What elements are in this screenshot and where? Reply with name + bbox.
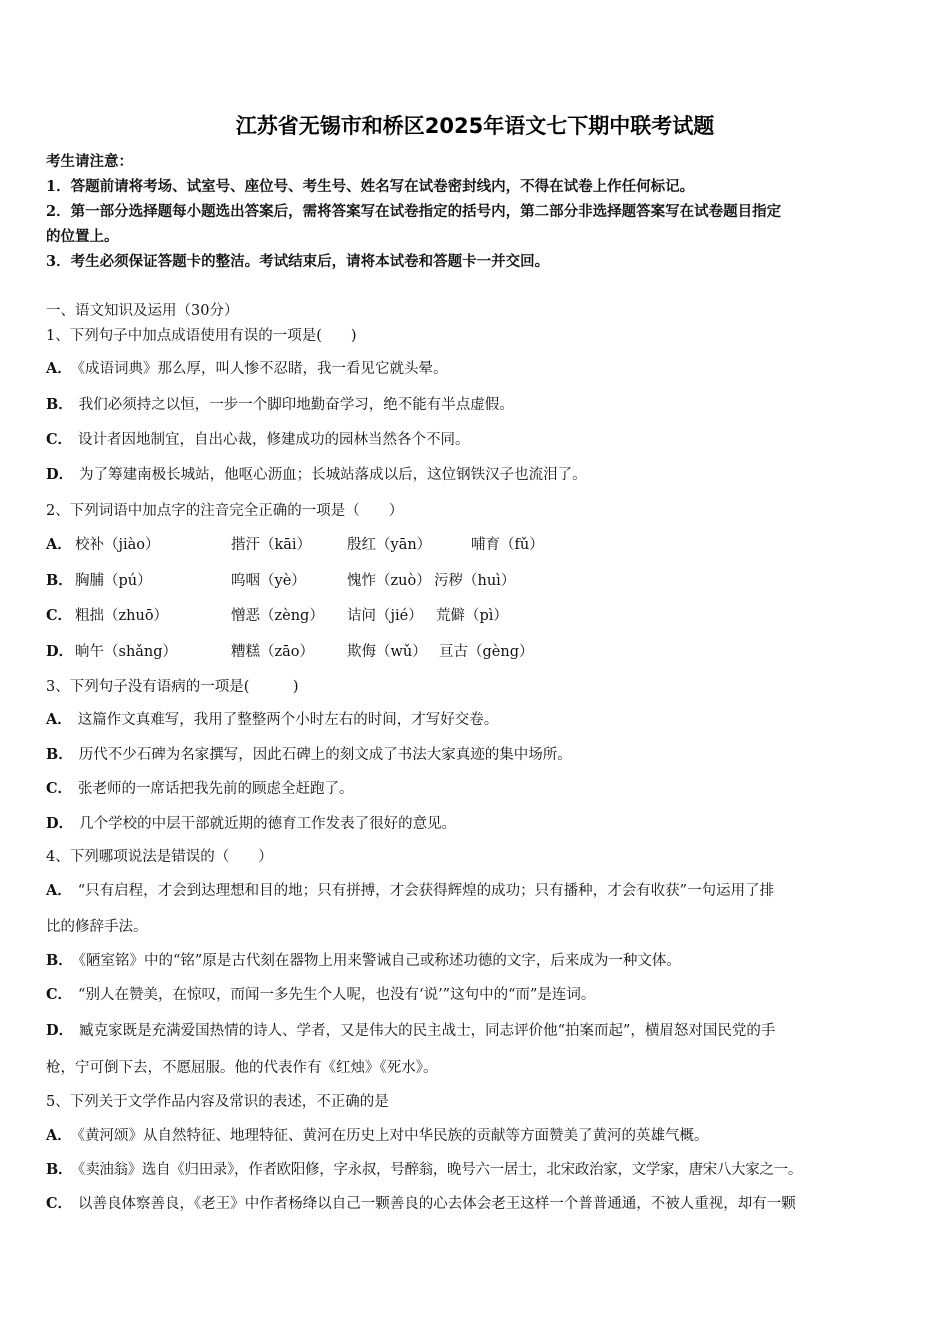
option-c	[46, 606, 910, 626]
pinyin-word: 憎恶（zèng）	[231, 608, 324, 624]
notice-item: 3．考生必须保证答题卡的整洁。考试结束后，请将本试卷和答题卡一并交回。	[46, 253, 550, 270]
option-text: 《陋室铭》中的“铭”原是古代刻在器物上用来警诫自己或称述功德的文字，后来成为一种文体。	[78, 953, 681, 969]
option-text: 臧克家既是充满爱国热情的诗人、学者，又是伟大的民主战士，同志评价他“拍案而起”，横眉怒对国民党的手	[79, 1023, 776, 1039]
pinyin-word: 殷红（yān）	[347, 537, 432, 553]
option-continuation: 比的修辞手法。	[46, 919, 148, 935]
option-label: A．	[46, 360, 72, 377]
question-stem: 2、下列词语中加点字的注音完全正确的一项是（ ）	[46, 503, 404, 519]
pinyin-word: 校补（jiào）	[75, 537, 160, 553]
page-title: 江苏省无锡市和桥区2025年语文七下期中联考试题	[235, 114, 715, 138]
option-c	[46, 430, 910, 450]
option-c	[46, 779, 910, 799]
pinyin-word: 诘问（jié）	[347, 608, 423, 624]
option-label: A．	[46, 1127, 72, 1144]
section-heading: 一、语文知识及运用（30分）	[46, 303, 239, 319]
option-a	[46, 535, 910, 555]
option-label: B．	[46, 952, 73, 969]
option-label: B．	[46, 1161, 73, 1178]
option-label: D．	[46, 1022, 74, 1039]
question-stem: 5、下列关于文学作品内容及常识的表述，不正确的是	[46, 1094, 389, 1110]
option-label: A．	[46, 882, 72, 899]
option-text: 《卖油翁》选自《归田录》，作者欧阳修，字永叔，号醉翁，晚号六一居士，北宋政治家，文学家，唐宋八大家之一。	[78, 1162, 803, 1178]
option-label: D．	[46, 466, 74, 483]
notice-item: 1．答题前请将考场、试室号、座位号、考生号、姓名写在试卷密封线内，不得在试卷上作任何标记。	[46, 178, 695, 195]
option-b	[46, 571, 910, 591]
option-text: 《黄河颂》从自然特征、地理特征、黄河在历史上对中华民族的贡献等方面赞美了黄河的英雄气概。	[77, 1128, 709, 1144]
option-label: D．	[46, 643, 74, 660]
pinyin-word: 欺侮（wǔ）	[347, 644, 427, 660]
option-c	[46, 1194, 910, 1214]
option-label: C．	[46, 1195, 73, 1212]
option-text: 这篇作文真难写，我用了整整两个小时左右的时间，才写好交卷。	[77, 712, 499, 728]
option-text: 设计者因地制宜，自出心裁，修建成功的园林当然各个不同。	[78, 432, 470, 448]
option-text: “别人在赞美，在惊叹，而闻一多先生个人呢，也没有‘说’”这句中的“而”是连词。	[78, 987, 596, 1003]
option-d	[46, 642, 910, 662]
pinyin-word: 呜咽（yè）	[231, 573, 306, 589]
option-d	[46, 814, 910, 834]
option-b	[46, 1160, 910, 1180]
option-a	[46, 359, 910, 379]
option-label: B．	[46, 396, 73, 413]
option-a	[46, 881, 910, 901]
pinyin-word: 糟糕（zāo）	[231, 644, 315, 660]
notice-item: 2．第一部分选择题每小题选出答案后，需将答案写在试卷指定的括号内，第二部分非选择题答案写在试卷题目指定	[46, 203, 782, 220]
option-label: C．	[46, 431, 73, 448]
pinyin-word: 晌午（shǎng）	[75, 644, 178, 660]
option-text: 几个学校的中层干部就近期的德育工作发表了很好的意见。	[79, 816, 457, 832]
option-a	[46, 710, 910, 730]
option-text: 为了筹建南极长城站，他呕心沥血；长城站落成以后，这位钢铁汉子也流泪了。	[79, 467, 587, 483]
option-label: A．	[46, 711, 72, 728]
option-label: C．	[46, 780, 73, 797]
notice-heading: 考生请注意：	[46, 153, 133, 170]
option-b	[46, 951, 910, 971]
option-b	[46, 395, 910, 415]
option-text: 《成语词典》那么厚，叫人惨不忍睹，我一看见它就头晕。	[77, 361, 448, 377]
pinyin-word: 亘古（gèng）	[439, 644, 534, 660]
question-stem: 4、下列哪项说法是错误的（ ）	[46, 849, 273, 865]
question-stem: 1、下列句子中加点成语使用有误的一项是( )	[46, 328, 357, 344]
option-d	[46, 465, 910, 485]
option-label: D．	[46, 815, 74, 832]
pinyin-word: 荒僻（pì）	[436, 608, 508, 624]
option-b	[46, 745, 910, 765]
option-label: B．	[46, 572, 73, 589]
option-c	[46, 985, 910, 1005]
option-text: 张老师的一席话把我先前的顾虑全赶跑了。	[78, 781, 354, 797]
option-d	[46, 1021, 910, 1041]
pinyin-word: 揩汗（kāi）	[231, 537, 312, 553]
option-label: C．	[46, 986, 73, 1003]
option-label: A．	[46, 536, 72, 553]
pinyin-word: 愧怍（zuò）	[347, 573, 431, 589]
pinyin-word: 粗拙（zhuō）	[75, 608, 169, 624]
option-label: B．	[46, 746, 73, 763]
option-label: C．	[46, 607, 73, 624]
option-text: 以善良体察善良，《老王》中作者杨绛以自己一颗善良的心去体会老王这样一个普普通通，不被人重视，却有一颗	[78, 1196, 796, 1212]
option-continuation: 枪，宁可倒下去，不愿屈服。他的代表作有《红烛》《死水》。	[46, 1060, 438, 1076]
pinyin-word: 污秽（huì）	[434, 573, 516, 589]
pinyin-word: 哺育（fǔ）	[471, 537, 544, 553]
option-text: 历代不少石碑为名家撰写，因此石碑上的刻文成了书法大家真迹的集中场所。	[78, 747, 572, 763]
notice-item: 的位置上。	[46, 228, 119, 245]
option-text: “只有启程，才会到达理想和目的地；只有拼搏，才会获得辉煌的成功；只有播种，才会有收获”一句运用了排	[77, 883, 775, 899]
option-text: 我们必须持之以恒，一步一个脚印地勤奋学习，绝不能有半点虚假。	[78, 397, 514, 413]
pinyin-word: 胸脯（pú）	[75, 573, 152, 589]
option-a	[46, 1126, 910, 1146]
question-stem: 3、下列句子没有语病的一项是( )	[46, 679, 299, 695]
